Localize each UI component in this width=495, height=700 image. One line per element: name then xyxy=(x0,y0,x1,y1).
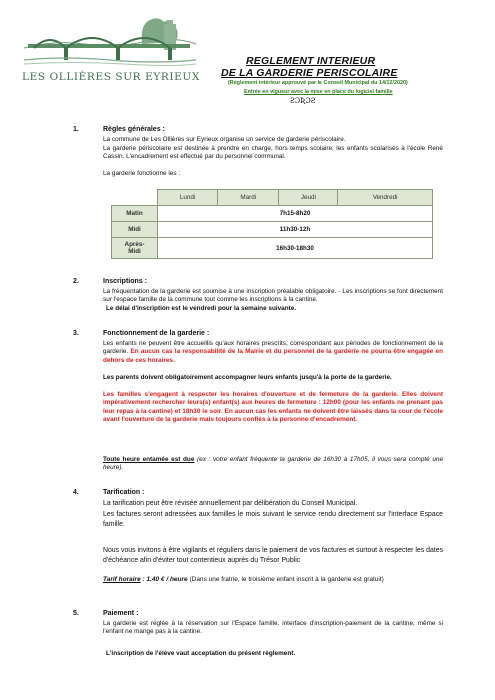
section-5-number: 5. xyxy=(73,610,79,617)
section-3-text-4 xyxy=(103,456,443,473)
section-3-title: Fonctionnement de la garderie : xyxy=(103,330,210,337)
section-1-text-3: La garderie fonctionne les : xyxy=(103,170,181,177)
day-header: Lundi xyxy=(158,190,218,206)
section-4-text-3: Nous vous invitons à être vigilants et réguliers dans le paiement de vos factures et surtout à respecter les dates d'échéance afin d'éviter tout contentieux auprès du Trésor Public xyxy=(103,547,443,564)
section-3-text-1b: En aucun cas la responsabilité de la Mairie et du personnel de la garderie ne pourra être engagée en dehors de ces horaires. xyxy=(103,348,443,364)
section-4-title: Tarification : xyxy=(103,489,145,496)
approval-note: (Règlement intérieur approuvé par le Conseil Municipal du 14/12/2020) xyxy=(228,80,408,86)
section-3-text-3: Les familles s'engagent à respecter les horaires d'ouverture et de fermeture de la garderie. Elles doivent impérativement rechercher leurs(s) enfant(s) aux heures de fermeture : 12h00 (pour les enfants ne prenant pas leur repas à la cantine) et 18h30 le soir. En aucun cas les enfants ne doivent être laissés dans la cour de l'école avant l'ouverture de la garderie mais toujours confiés à la personne d'encadrement. xyxy=(103,391,443,423)
time-midi: 11h30-12h xyxy=(158,222,433,238)
page-title-line2: DE LA GARDERIE PERISCOLAIRE xyxy=(221,67,398,79)
table-corner xyxy=(112,190,158,206)
section-5-title: Paiement : xyxy=(103,610,139,617)
section-4-text-1: La tarification peut être révisée annuellement par délibération du Conseil Municipal. xyxy=(103,500,358,507)
logo-text: LES OLLIÈRES SUR EYRIEUX xyxy=(22,71,200,83)
time-matin: 7h15-8h20 xyxy=(158,206,433,222)
section-1-text-2: La garderie périscolaire est destinée à prendre en charge, hors temps scolaire, les enfants scolarisés à l'école René Cassin. L'encadrement est effectué par du personnel communal. xyxy=(103,145,443,161)
effective-note: Entrée en vigueur avec la mise en place du logiciel famille xyxy=(244,89,393,95)
page-title-line1: REGLEMENT INTERIEUR xyxy=(246,55,376,67)
ornament: ƧƆƦƆƧ xyxy=(290,97,316,105)
section-1-text-1: La commune de Les Ollières sur Eyrieux organise un service de garderie périscolaire. xyxy=(103,136,346,143)
section-2-title: Inscriptions : xyxy=(103,278,147,285)
tarif-label: Tarif horaire xyxy=(103,576,141,583)
time-apres-midi: 16h30-18h30 xyxy=(158,238,433,259)
row-label-apres-midi-2: Midi xyxy=(128,248,141,255)
day-header: Jeudi xyxy=(279,190,338,206)
section-2-number: 2. xyxy=(73,278,79,285)
row-label-apres-midi-1: Après- xyxy=(124,240,145,248)
section-3-text-4b: (ex : votre enfant fréquente la garderie de 16h30 à 17h05, il vous sera compté une heure). xyxy=(103,456,443,472)
table-row xyxy=(112,222,433,238)
section-3-text-1 xyxy=(103,340,443,365)
section-3-text-4a: Toute heure entamée est due xyxy=(103,456,195,463)
table-header-row xyxy=(112,190,433,206)
section-4-tarif xyxy=(103,576,443,584)
section-2-text-1: La fréquentation de la garderie est soumise à une inscription préalable obligatoire. - Les inscriptions se font directement sur l'espace famille de la commune tout comme les inscriptions à la cantine. xyxy=(103,288,443,304)
day-header: Vendredi xyxy=(338,190,433,206)
row-label-matin: Matin xyxy=(112,206,158,222)
section-4-text-2: Les factures seront adressées aux familles le mois suivant le service rendu directement sur l'interface Espace famille. xyxy=(103,511,443,528)
schedule-table xyxy=(111,189,433,259)
section-5-text-2: L'inscription de l'élève vaut acceptation du présent règlement. xyxy=(106,650,296,657)
section-1-title: Règles générales : xyxy=(103,126,165,133)
section-3-text-2: Les parents doivent obligatoirement accompagner leurs enfants jusqu'à la porte de la garderie. xyxy=(103,374,392,381)
section-3-text-1a: Les enfants ne peuvent être accueillis qu'aux horaires prescrits, correspondant aux périodes de fonctionnement de la garderie. xyxy=(103,340,443,356)
section-4-number: 4. xyxy=(73,489,79,496)
table-row xyxy=(112,206,433,222)
day-header: Mardi xyxy=(218,190,279,206)
row-label-apres-midi xyxy=(112,238,158,259)
row-label-midi: Midi xyxy=(112,222,158,238)
bridge-logo-icon xyxy=(24,14,196,70)
table-row xyxy=(112,238,433,259)
section-1-number: 1. xyxy=(73,126,79,133)
section-5-text-1: La garderie est réglée à la réservation sur l'Espace famille, interface d'inscription-paiement de la cantine, même si l'enfant ne mange pas à la cantine. xyxy=(103,620,443,636)
section-3-number: 3. xyxy=(73,330,79,337)
section-2-text-2: Le délai d'inscription est le vendredi pour la semaine suivante. xyxy=(106,305,297,312)
tarif-note: (Dans une fratrie, le troisième enfant inscrit à la garderie est gratuit) xyxy=(187,576,384,583)
tarif-value: : 1.40 € / heure xyxy=(140,576,188,583)
